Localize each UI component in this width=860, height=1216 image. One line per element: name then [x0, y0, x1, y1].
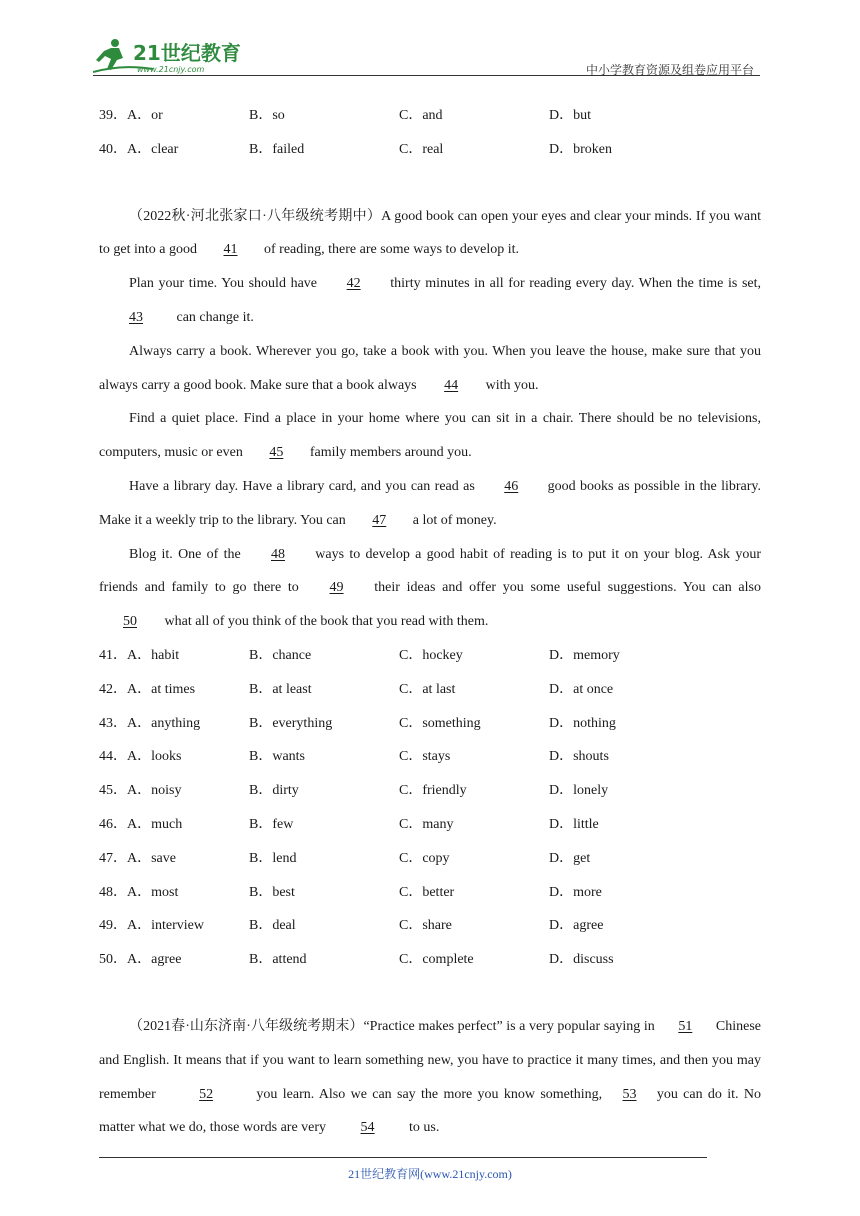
question-row-42 [99, 673, 761, 707]
blank-41: 41 [223, 242, 238, 258]
option-b: B．lend [249, 850, 297, 866]
option-c: C．real [399, 141, 444, 157]
option-b: B．dirty [249, 783, 299, 799]
question-row-50 [99, 943, 761, 977]
option-c: C．stays [399, 749, 451, 765]
option-b: B．best [249, 884, 295, 900]
option-d: D．agree [549, 918, 604, 934]
option-d: D．but [549, 108, 591, 123]
question-row-40 [99, 133, 761, 167]
option-d: D．shouts [549, 749, 609, 765]
option-d: D．memory [549, 647, 620, 663]
question-row-41 [99, 639, 761, 673]
options-39-40 [99, 99, 761, 167]
document-body [99, 99, 761, 1145]
option-b: B．few [249, 816, 294, 832]
question-row-45 [99, 774, 761, 808]
footer-divider [99, 1157, 707, 1158]
option-c: C．something [399, 715, 481, 731]
question-row-46 [99, 808, 761, 842]
question-row-49 [99, 909, 761, 943]
option-c: C．many [399, 816, 454, 832]
option-a: 47．A．save [99, 850, 176, 866]
option-b: B．failed [249, 141, 305, 157]
page-header [93, 28, 760, 78]
blank-44: 44 [444, 377, 459, 393]
option-a: 39．A．or [99, 108, 163, 123]
option-d: D．broken [549, 141, 612, 157]
option-d: D．more [549, 884, 602, 900]
option-d: D．little [549, 816, 599, 832]
option-b: B．deal [249, 918, 296, 934]
blank-50: 50 [123, 614, 137, 630]
blank-45: 45 [269, 445, 284, 461]
option-a: 40．A．clear [99, 141, 179, 157]
option-b: B．everything [249, 715, 333, 731]
svg-text:www.21cnjy.com: www.21cnjy.com [137, 65, 205, 74]
blank-47: 47 [372, 512, 387, 528]
option-a: 44．A．looks [99, 749, 182, 765]
option-a: 45．A．noisy [99, 783, 182, 799]
question-row-48 [99, 876, 761, 910]
passage-source: （2021春·山东济南·八年级统考期末） [129, 1018, 364, 1034]
option-c: C．copy [399, 850, 450, 866]
option-c: C．hockey [399, 647, 463, 663]
question-row-43 [99, 707, 761, 741]
option-b: B．wants [249, 749, 305, 765]
option-c: C．better [399, 884, 455, 900]
option-a: 43．A．anything [99, 715, 201, 731]
blank-53: 53 [622, 1086, 637, 1102]
passage-paragraph: （2021春·山东济南·八年级统考期末）“Practice makes perfect” is a very popular saying in 51 Chinese and English. It means that if you want to learn something new, you have to practice it many times, and then you may remember 52 you learn. Also we can say the more you know something, 53 you can do it. No matter what we do, those words are very 54 to us. [99, 1010, 761, 1145]
blank-46: 46 [504, 478, 519, 494]
question-row-47 [99, 842, 761, 876]
option-a: 49．A．interview [99, 918, 204, 934]
passage-source: （2022秋·河北张家口·八年级统考期中） [129, 208, 382, 224]
passage-paragraph: Plan your time. You should have 42 thirty minutes in all for reading every day. When the time is set, 43 can change it. [99, 267, 761, 335]
blank-48: 48 [271, 546, 285, 562]
blank-42: 42 [346, 276, 361, 292]
passage-paragraph: Blog it. One of the 48 ways to develop a good habit of reading is to put it on your blog. Ask your friends and family to go there to 49 their ideas and offer you some useful suggestions. You can also 50 what all of you think of the book that you read with them. [99, 538, 761, 639]
blank-43: 43 [129, 309, 143, 325]
option-b: B．attend [249, 952, 307, 968]
option-a: 42．A．at times [99, 681, 196, 697]
option-c: C．and [399, 108, 443, 123]
option-d: D．lonely [549, 783, 609, 799]
blank-54: 54 [360, 1120, 375, 1136]
passage-paragraph: Have a library day. Have a library card, and you can read as 46 good books as possible in the library. Make it a weekly trip to the library. You can 47 a lot of money. [99, 470, 761, 538]
option-c: C．friendly [399, 783, 467, 799]
option-b: B．so [249, 108, 285, 123]
passage-paragraph: Always carry a book. Wherever you go, take a book with you. When you leave the house, make sure that you always carry a good book. Make sure that a book always 44 with you. [99, 335, 761, 403]
option-a: 50．A．agree [99, 952, 182, 968]
option-d: D．at once [549, 681, 614, 697]
platform-name: 中小学教育资源及组卷应用平台 [585, 63, 754, 77]
svg-text:21世纪教育: 21世纪教育 [133, 41, 241, 65]
passage-paragraph: （2022秋·河北张家口·八年级统考期中）A good book can open your eyes and clear your minds. If you want to get into a good 41 of reading, there are some ways to develop it. [99, 200, 761, 268]
option-a: 41．A．habit [99, 647, 180, 663]
option-d: D．nothing [549, 715, 616, 731]
option-b: B．chance [249, 647, 312, 663]
option-d: D．get [549, 850, 591, 866]
options-41-50 [99, 639, 761, 977]
option-c: C．share [399, 918, 452, 934]
question-row-44 [99, 740, 761, 774]
option-c: C．at last [399, 681, 456, 697]
site-logo [93, 36, 263, 76]
page-footer: 21世纪教育网(www.21cnjy.com) [348, 1167, 512, 1181]
blank-49: 49 [329, 580, 344, 596]
blank-51: 51 [678, 1018, 693, 1034]
header-divider [93, 75, 760, 76]
option-c: C．complete [399, 952, 474, 968]
blank-52: 52 [199, 1086, 214, 1102]
option-d: D．discuss [549, 952, 614, 968]
passage-paragraph: Find a quiet place. Find a place in your home where you can sit in a chair. There should be no televisions, computers, music or even 45 family members around you. [99, 402, 761, 470]
option-b: B．at least [249, 681, 312, 697]
option-a: 46．A．much [99, 816, 183, 832]
question-row-39 [99, 99, 761, 133]
option-a: 48．A．most [99, 884, 179, 900]
